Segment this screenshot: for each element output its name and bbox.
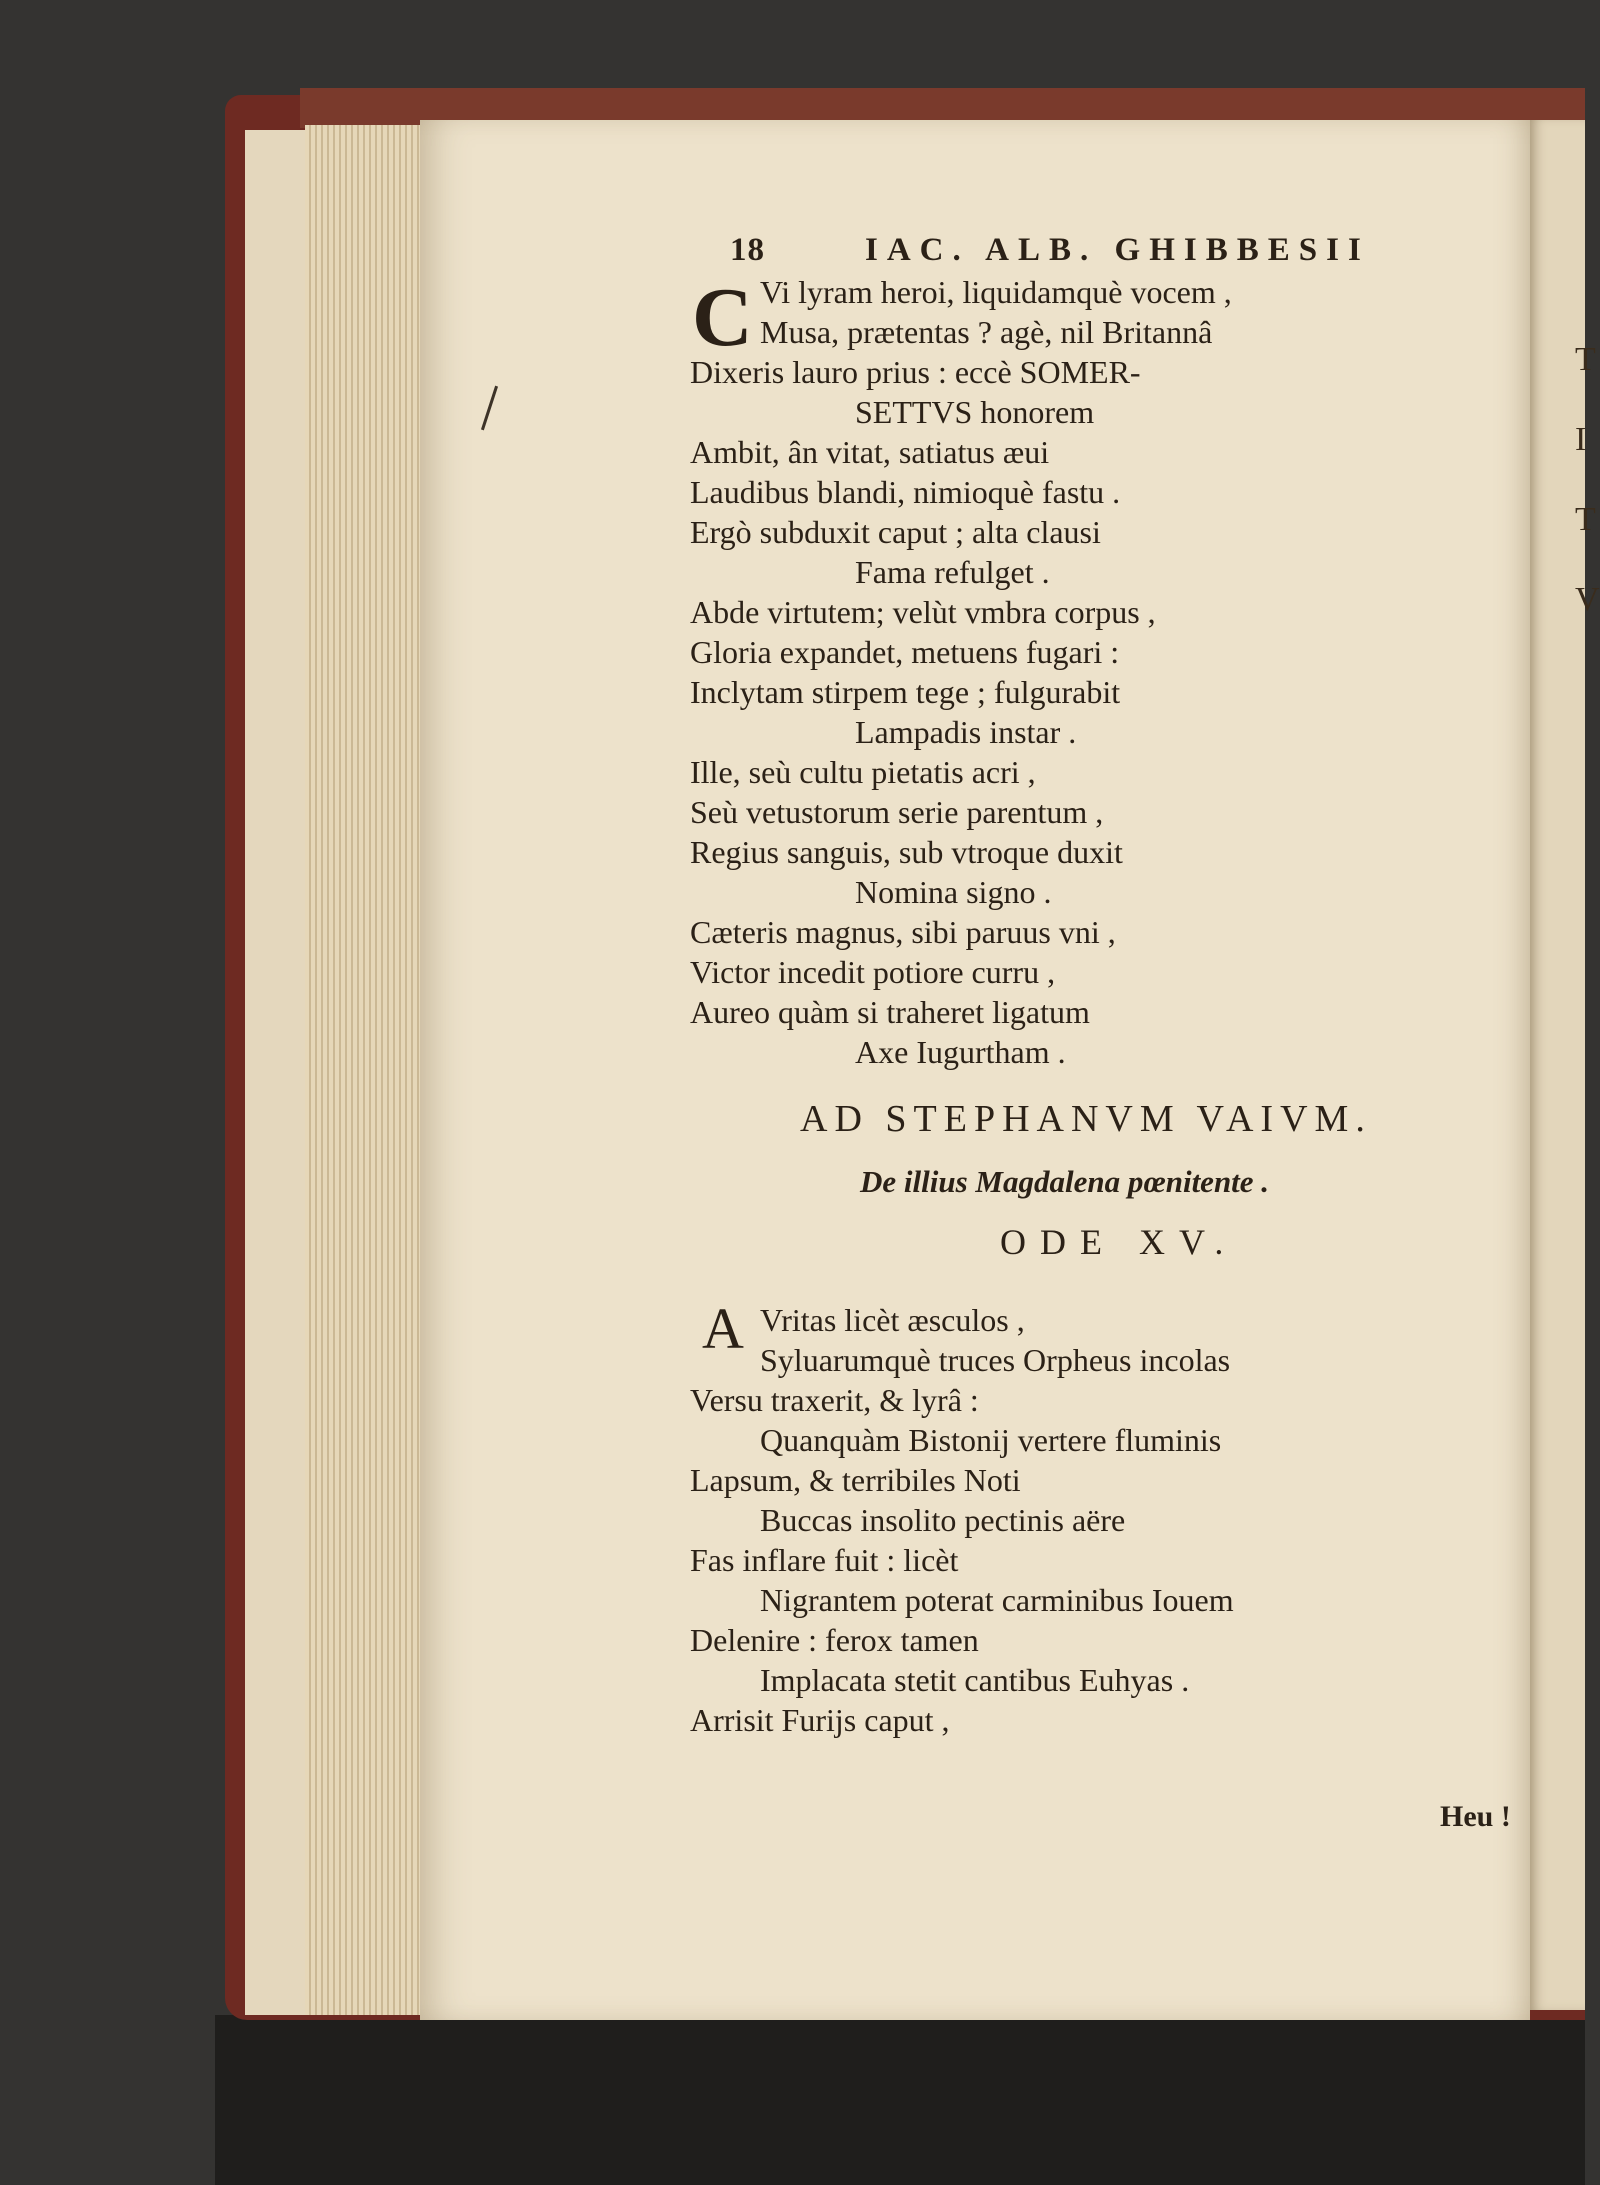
verse-line: Cæteris magnus, sibi paruus vni , — [690, 914, 1116, 950]
verse-line: Nigrantem poterat carminibus Iouem — [760, 1582, 1234, 1618]
verse-line: Implacata stetit cantibus Euhyas . — [760, 1662, 1190, 1698]
facing-page-letter: T — [1575, 501, 1596, 538]
verse-line: Arrisit Furijs caput , — [690, 1702, 950, 1738]
ode-title: ODE XV. — [1000, 1222, 1238, 1262]
verse-line: Vi lyram heroi, liquidamquè vocem , — [760, 274, 1232, 310]
drop-cap: A — [702, 1296, 744, 1361]
verse-line: Versu traxerit, & lyrâ : — [690, 1382, 979, 1418]
dedication-heading: AD STEPHANVM VAIVM. — [800, 1098, 1372, 1140]
verse-line: Regius sanguis, sub vtroque duxit — [690, 834, 1123, 870]
facing-page-letter: V — [1575, 581, 1600, 618]
verse-line: Lampadis instar . — [855, 714, 1077, 750]
verse-line: Axe Iugurtham . — [855, 1034, 1066, 1070]
verse-line: Ambit, ân vitat, satiatus æui — [690, 434, 1050, 470]
ode-xv-stanza — [690, 1296, 1540, 1740]
verse-line: Lapsum, & terribiles Noti — [690, 1462, 1021, 1498]
verse-line: Gloria expandet, metuens fugari : — [690, 634, 1120, 670]
facing-page-letter: T — [1575, 341, 1596, 378]
facing-page-letters — [1575, 320, 1600, 640]
verse-line: Syluarumquè truces Orpheus incolas — [760, 1342, 1231, 1378]
verse-line: Delenire : ferox tamen — [690, 1622, 979, 1658]
page-edges — [305, 125, 425, 2015]
verse-line: Abde virtutem; velùt vmbra corpus , — [690, 594, 1156, 630]
verse-line: Fas inflare fuit : licèt — [690, 1542, 959, 1578]
verse-line: SETTVS honorem — [855, 394, 1095, 430]
verse-line: Laudibus blandi, nimioquè fastu . — [690, 474, 1121, 510]
poem-subtitle: De illius Magdalena pœnitente . — [860, 1164, 1270, 1199]
ode-xiv-stanza — [690, 272, 1540, 1072]
page-number: 18 — [730, 232, 765, 268]
verse-line: Ille, seù cultu pietatis acri , — [690, 754, 1036, 790]
verse-line: Nomina signo . — [855, 874, 1052, 910]
verse-line: Dixeris lauro prius : eccè SOMER- — [690, 354, 1141, 390]
verse-line: Buccas insolito pectinis aëre — [760, 1502, 1126, 1538]
facing-page-letter: I — [1575, 421, 1587, 458]
verse-line: Inclytam stirpem tege ; fulgurabit — [690, 674, 1121, 710]
verse-line: Quanquàm Bistonij vertere fluminis — [760, 1422, 1222, 1458]
drop-cap: C — [692, 271, 753, 364]
verse-line: Aureo quàm si traheret ligatum — [690, 994, 1090, 1030]
verse-line: Vritas licèt æsculos , — [760, 1302, 1025, 1338]
running-head: IAC. ALB. GHIBBESII — [865, 232, 1370, 268]
running-header — [690, 232, 1540, 272]
table-shadow — [215, 2015, 1585, 2185]
verse-line: Victor incedit potiore curru , — [690, 954, 1056, 990]
verse-line: Musa, prætentas ? agè, nil Britannâ — [760, 314, 1213, 350]
verse-line: Seù vetustorum serie parentum , — [690, 794, 1104, 830]
verse-line: Fama refulget . — [855, 554, 1050, 590]
page-text — [690, 232, 1540, 1740]
catchword: Heu ! — [1440, 1800, 1511, 1833]
verse-line: Ergò subduxit caput ; alta clausi — [690, 514, 1101, 550]
